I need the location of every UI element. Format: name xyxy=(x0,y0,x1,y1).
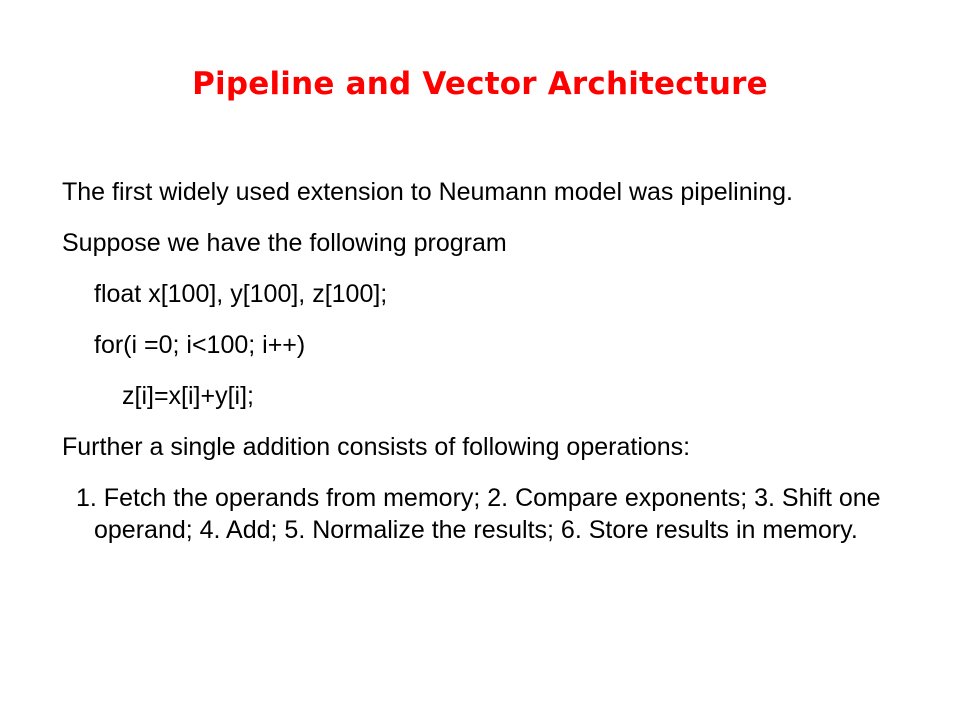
slide-body xyxy=(62,176,922,565)
code-line-loop: for(i =0; i<100; i++) xyxy=(94,331,306,359)
intro-paragraph: The first widely used extension to Neumann model was pipelining. xyxy=(62,178,793,206)
code-line-declaration: float x[100], y[100], z[100]; xyxy=(94,280,388,308)
program-intro-paragraph: Suppose we have the following program xyxy=(62,229,507,257)
code-line-assignment: z[i]=x[i]+y[i]; xyxy=(122,382,254,410)
operations-intro-paragraph: Further a single addition consists of following operations: xyxy=(62,433,691,461)
operations-list-paragraph: 1. Fetch the operands from memory; 2. Compare exponents; 3. Shift one operand; 4. Add; 5. Normalize the results; 6. Store results in memory. xyxy=(76,484,881,544)
slide-title: Pipeline and Vector Architecture xyxy=(192,66,768,102)
